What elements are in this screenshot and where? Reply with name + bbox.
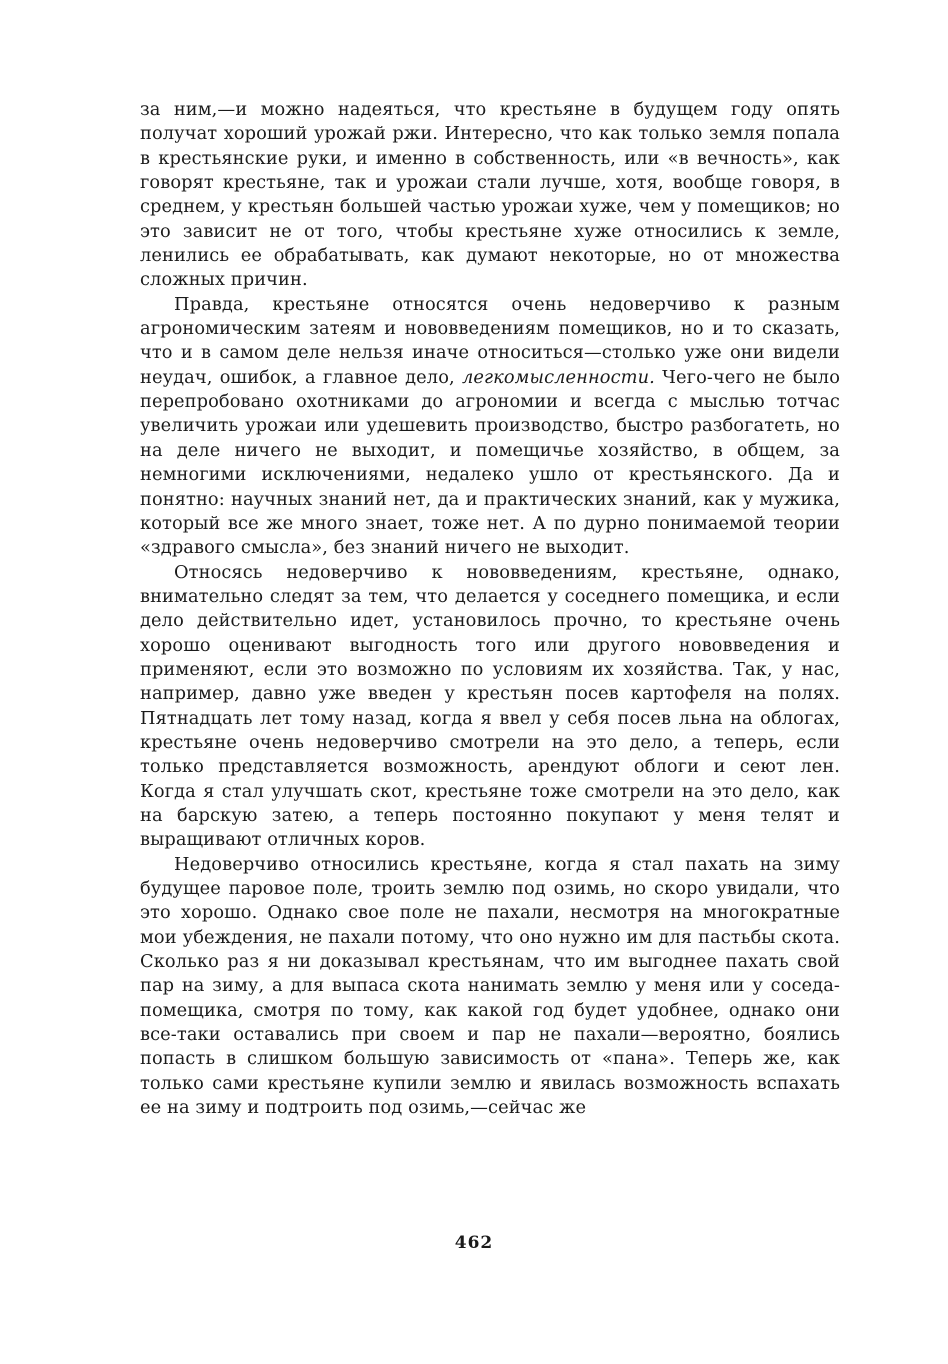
paragraph-1-text: за ним,—и можно надеяться, что крестьяне в будущем году опять получат хороший урожай ржи. Интересно, что как только земля попала в крестьянские руки, и именно в собственность, или «в вечность», как говорят крестьяне, так и урожаи стали лучше, хотя, вообще говоря, в среднем, у крестьян большей частью урожаи хуже, чем у помещиков; но это зависит не от того, чтобы крестьяне хуже относились к земле, ленились ее обрабатывать, как думают некоторые, но от множества сложных причин. [140, 99, 840, 291]
paragraph-4 [140, 853, 840, 1121]
paragraph-2-italic-word: легкомысленности. [462, 366, 655, 388]
text-block [140, 98, 840, 1120]
paragraph-3 [140, 561, 840, 853]
paragraph-4-text: Недоверчиво относились крестьяне, когда я стал пахать на зиму будущее паровое поле, троить землю под озимь, но скоро увидали, что это хорошо. Однако свое поле не пахали, несмотря на многократные мои убеждения, не пахали потому, что оно нужно им для пастьбы скота. Сколько раз я ни доказывал крестьянам, что им выгоднее пахать свой пар на зиму, а для выпаса скота нанимать землю у меня или у соседа-помещика, смотря по тому, как какой год будет удобнее, однако они все-таки оставались при своем и пар не пахали—вероятно, боялись попасть в слишком большую зависимость от «пана». Теперь же, как только сами крестьяне купили землю и явилась возможность вспахать ее на зиму и подтроить под озимь,—сейчас же [140, 853, 840, 1119]
page-number: 462 [454, 1233, 494, 1253]
paragraph-2-text-a: Правда, крестьяне относятся очень недоверчиво к разным агрономическим затеям и нововведениям помещиков, но и то сказать, что и в самом деле нельзя иначе относиться—столько уже они видели неудач, ошибок, а главное дело, [140, 293, 840, 388]
paragraph-3-text: Относясь недоверчиво к нововведениям, крестьяне, однако, внимательно следят за тем, что делается у соседнего помещика, и если дело действительно идет, установилось прочно, то крестьяне очень хорошо оценивают выгодность того или другого нововведения и применяют, если это возможно по условиям их хозяйства. Так, у нас, например, давно уже введен у крестьян посев картофеля на полях. Пятнадцать лет тому назад, когда я ввел у себя посев льна на облогах, крестьяне очень недоверчиво смотрели на это дело, а теперь, если только представляется возможность, арендуют облоги и сеют лен. Когда я стал улучшать скот, крестьяне тоже смотрели на это дело, как на барскую затею, а теперь постоянно покупают у меня телят и выращивают отличных коров. [140, 561, 840, 851]
paragraph-2 [140, 293, 840, 561]
paragraph-2-text-b: Чего-чего не было перепробовано охотниками до агрономии и всегда с мыслью тотчас увеличить урожаи или удешевить производство, быстро разбогатеть, но на деле ничего не выходит, и помещичье хозяйство, в общем, за немногими исключениями, недалеко ушло от крестьянского. Да и понятно: научных знаний нет, да и практических знаний, как у мужика, который все же много знает, тоже нет. А по дурно понимаемой теории «здравого смысла», без знаний ничего не выходит. [140, 366, 840, 559]
paragraph-1 [140, 98, 840, 293]
page-body [140, 98, 840, 1248]
